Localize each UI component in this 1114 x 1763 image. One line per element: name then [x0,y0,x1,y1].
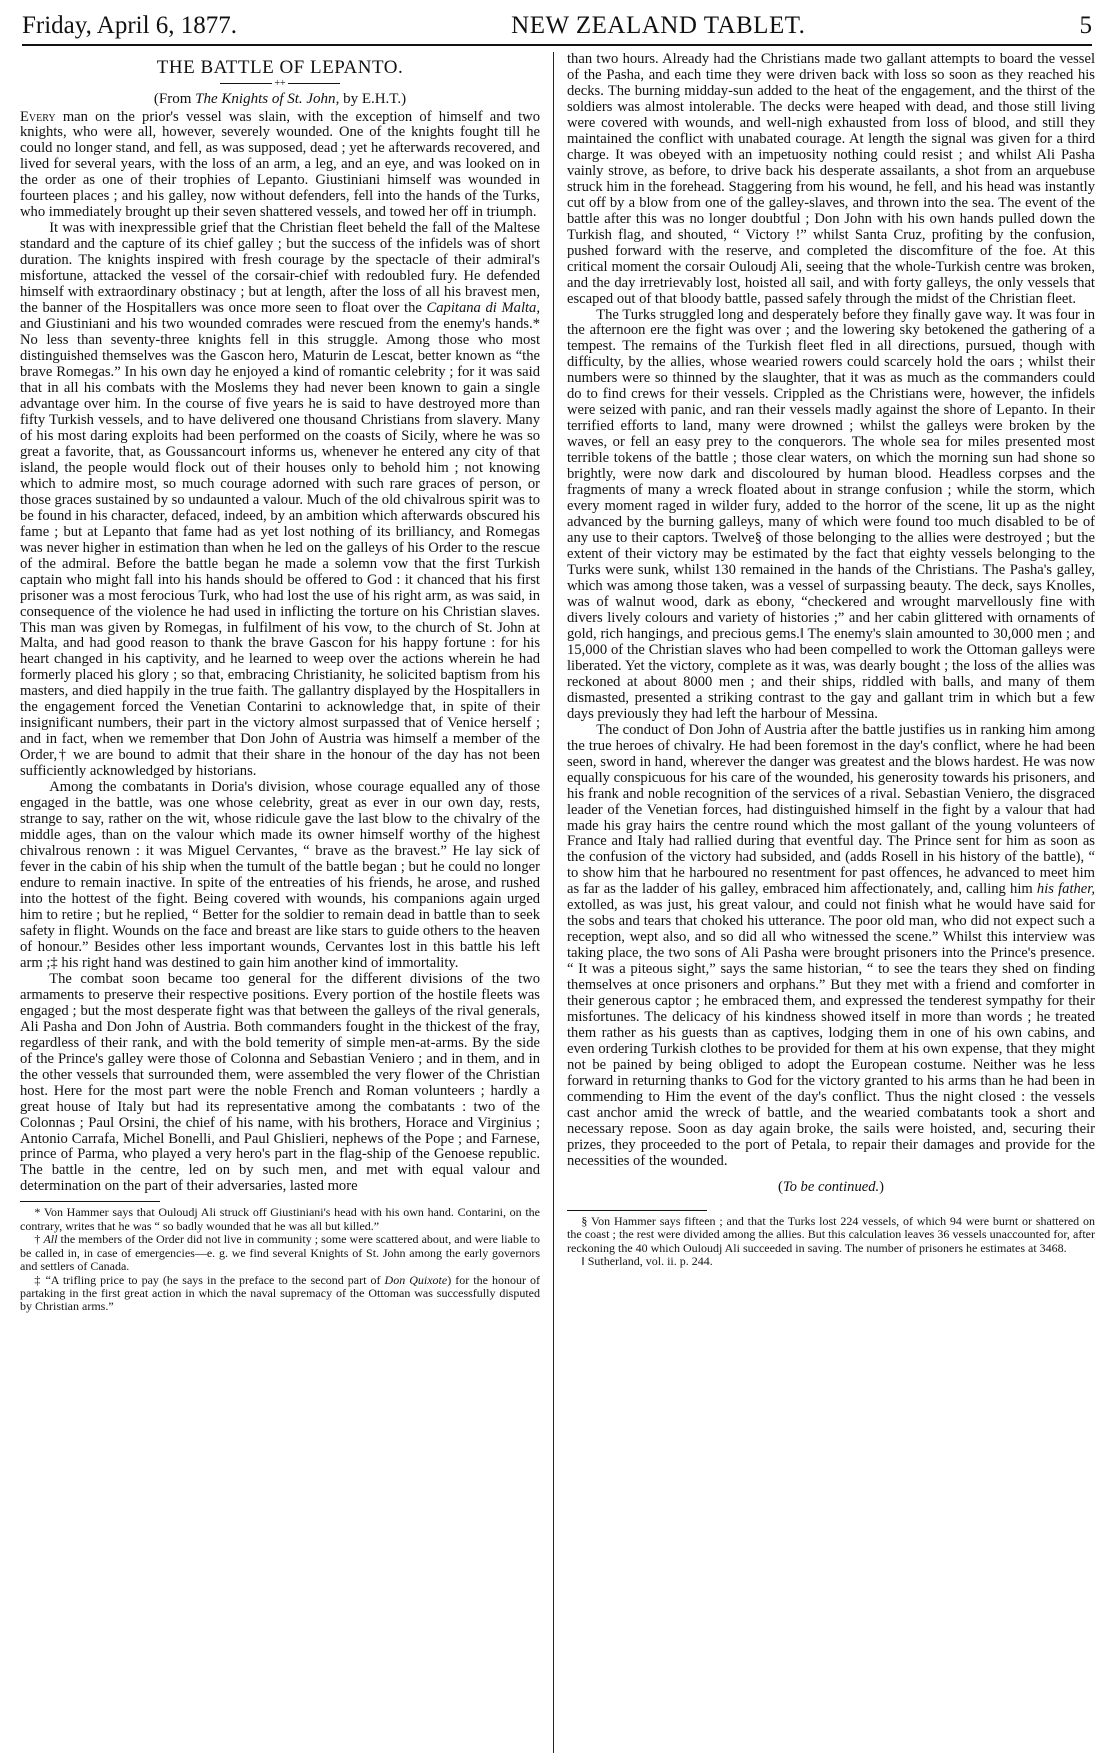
ship-name: Capitana di Malta, [426,300,540,317]
footnote: ‖ Sutherland, vol. ii. p. 244. [581,1254,713,1269]
paragraph: Every man on the prior's vessel was slain, with the exception of himself and two knights, who were all, however, severely wounded. One of the knights fought till he could no longer stand, and fell, as was supposed, dead ; yet he afterwards recovered, and lived for several years, with the loss of an arm, a leg, and an eye, and was looked on in the order as one of their trophies of Lepanto. Giustiniani himself was wounded in fourteen places ; and his galley, now without defenders, fell into the hands of the Turks, who immediately brought up their seven shattered vessels, and towed her off in triumph. [20,108,540,221]
source-title: The Knights of St. John [195,91,336,108]
paragraph: The combat soon became too general for the different divisions of the two armaments to preserve their respective positions. Every portion of the hostile fleets was engaged ; but the most desperate fight was that between the galleys of the rival generals, Ali Pasha and Don John of Austria. Both commanders fought in the thickest of the fray, regardless of their rank, and with the bold temerity of simple men-at-arms. By the side of the Prince's galley were those of Colonna and Sebastian Veniero ; and in them, and in the other vessels that surrounded them, were assembled the very flower of the Christian host. Here for the most part were the noble French and Roman volunteers ; hardly a great house of Italy but had its representative among the combatants : two of the Colonnas ; Paul Orsini, the chief of his name, with his brothers, Horace and Virginius ; Antonio Carrafa, Michel Bonelli, and Paul Ghislieri, nephews of the Pope ; and Farnese, prince of Parma, who played a very hero's part in the flag-ship of the Genoese republic. The battle in the centre, led on by such men, and met with equal valour and determination on the part of their adversaries, lasted more [20,970,540,1195]
article-title: THE BATTLE OF LEPANTO. [156,57,404,78]
paragraph: It was with inexpressible grief that the Christian fleet beheld the fall of the Maltese standard and the capture of its chief galley ; but the success of the infidels was of short duration. The knights inspired with fresh courage by the spectacle of their admiral's misfortune, attacked the vessel of the corsair-chief with redoubled fury. He defended himself with extraordinary obstinacy ; but at length, after the loss of all his bravest men, the banner of the Hospitallers was once more seen to float over the Capitana di Malta, and Giustiniani and his two wounded comrades were rescued from the enemy's hands.* No less than seventy-three knights fell in this struggle. Among those who most distinguished themselves was the Gascon hero, Maturin de Lescat, better known as “the brave Romegas.” In his own day he enjoyed a kind of romantic celebrity ; for it was said that in all his combats with the Moslems they had never been known to gain a single advantage over him. In the course of five years he is said to have destroyed more than fifty Turkish vessels, and to have delivered one thousand Christians from slavery. Many of his most daring exploits had been performed on the coasts of Sicily, where he was so great a favorite, that, as Goussancourt informs us, whenever he entered any city of that island, the people would flock out of their houses only to behold him ; not knowing which to admire most, so much courage adorned with such rare graces of person, or those graces sustained by so undaunted a valour. Much of the old chivalrous spirit was to be found in his character, defaced, indeed, by an ambition which afterwards obscured his fame ; but at Lepanto that fame had as yet lost nothing of its brilliancy, and Romegas was never higher in estimation than when he led on the galleys of his Order to the rescue of the admiral. Before the battle began he made a solemn vow that the first Turkish captain who might fall into his hands should be offered to God : it chanced that his first prisoner was a most ferocious Turk, who had lost the use of his right arm, as was said, in consequence of the violence he had used in inflicting the torture on his Christian slaves. This man was given by Romegas, in fulfilment of his vow, to the church of St. John at Malta, and had good reason to thank the brave Gascon for his happy fortune : for his heart changed in his captivity, and he learned to weep over the actions wherein he had formerly placed his glory ; so that, embracing Christianity, he solicited baptism from his masters, and died happily in the true faith. The gallantry displayed by the Hospitallers in the engagement forced the Venetian Contarini to acknowledge that, in spite of their insignificant numbers, their part in the victory almost surpassed that of Venice herself ; and in fact, when we remember that Don John of Austria was himself a member of the Order,† we are bound to admit that their share in the honour of the day has not been sufficiently acknowledged by historians. [20,220,540,780]
paragraph: than two hours. Already had the Christians made two gallant attempts to board the vessel of the Pasha, and each time they were driven back with loss so soon as they reached his decks. The burning midday-sun added to the heat of the engagement, and the thirst of the soldiers was almost intolerable. The decks were heaped with dead, and those still living were covered with wounds, and well-nigh exhausted from loss of blood, and still they maintained the conflict with unabated courage. At length the signal was given for a third charge. It was obeyed with an impetuosity nothing could resist ; and whilst Ali Pasha vainly strove, as before, to drive back his desperate assailants, a shot from an arquebuse struck him in the forehead. Staggering from his wound, he fell, and his head was instantly cut off by a blow from one of the galley-slaves, and thrown into the sea. The event of the battle after this was no longer doubtful ; Don John with his own hands pulled down the Turkish flag, and shouted, “ Victory !” whilst Santa Cruz, profiting by the confusion, pushed forward with the reserve, and completed the discomfiture of the foe. At this critical moment the corsair Ouloudj Ali, seeing that the whole-Turkish centre was broken, and the day irretrievably lost, hoisted all sail, and with forty galleys, the only vessels that escaped out of that bloody battle, passed safely through the midst of the Christian fleet. [567,52,1095,307]
column-rule [553,52,554,1753]
paragraph: The conduct of Don John of Austria after the battle justifies us in ranking him among the true heroes of chivalry. He had been foremost in the day's conflict, where he had been seen, sword in hand, wherever the danger was greatest and the blows hardest. He was now equally conspicuous for his care of the wounded, his generosity towards his prisoners, and his frank and noble recognition of the services of a rival. Sebastian Veniero, the disgraced leader of the Venetian forces, had distinguished himself in the fight by a valour that had made his gray hairs the centre round which the most gallant of the young volunteers of France and Italy had rallied during that eventful day. The Prince sent for him as soon as the confusion of the victory had subsided, and (adds Rosell in his history of the battle), “ to show him that he harboured no resentment for past offences, he advanced to meet him as far as the ladder of his galley, embraced him affectionately, and, calling him his father, extolled, as was just, his great valour, and could not finish what he would have said for the sobs and tears that choked his utterance. The poor old man, who did not expect such a reception, wept also, and so did all who witnessed the scene.” Whilst this interview was taking place, the two sons of Ali Pasha were brought prisoners into the Prince's presence. “ It was a piteous sight,” says the same historian, “ to see the tears they shed on finding themselves at once prisoners and orphans.” But they met with a friend and comforter in their generous captor ; he embraced them, and expressed the tenderest sympathy for their misfortunes. The delicacy of his kindness showed itself in more than words ; he treated them rather as his guests than as captives, lodging them in one of his own cabins, and even ordering Turkish clothes to be provided for them at his own expense, that they might not be pained by being obliged to adopt the European costume. Neither was he less forward in returning thanks to God for the victory granted to his arms than he had been in commending to Him the event of the day's conflict. Thus the night closed : the vessels cast anchor amid the wreck of battle, and the wearied combatants took a short and necessary repose. Soon as day again broke, the sails were hoisted, and, securing their prizes, they proceeded to the port of Petala, to repair their damages and provide for the necessities of the wounded. [567,721,1095,1169]
drop-word: Every [20,108,56,125]
paragraph: The Turks struggled long and desperately before they finally gave way. It was four in the afternoon ere the fight was over ; and the lowering sky betokened the gathering of a tempest. The remains of the Turkish fleet fled in all directions, pursued, though with difficulty, by the allies, whose wearied rowers could scarcely hold the oars ; whilst their numbers were so thinned by the slaughter, that it was as much as the commanders could do to find crews for their vessels. Crippled as the Christians were, however, the infidels were seized with panic, and ran their vessels madly against the shore of Lepanto. In their terrified efforts to land, many were drowned ; whilst the galleys were broken by the waves, or fell an easy prey to the conquerors. The whole sea for miles presented most terrible tokens of the battle ; those clear waters, on which the morning sun had shone so brightly, were now dark and discoloured by human blood. Headless corpses and the fragments of many a wreck floated about in strange confusion ; while the storm, which every moment raged in wilder fury, added to the horror of the scene, lit up as the night advanced by the burning galleys, many of which were found too much disabled to be of any use to their captors. Twelve§ of those belonging to the allies were destroyed ; but the extent of their victory may be estimated by the fact that eighty vessels belonging to the Turks were sunk, whilst 130 remained in the hands of the Christians. The Pasha's galley, which was among those taken, was a vessel of surpassing beauty. The deck, says Knolles, was of walnut wood, dark as ebony, “checkered and wrought marvellously fine with divers lively colours and variety of histories ;” and her cabin glittered with ornaments of gold, rich hangings, and precious gems.‖ The enemy's slain amounted to 30,000 men ; and 15,000 of the Christian slaves who had been compelled to work the Ottoman galleys were liberated. Yet the victory, complete as it was, was dearly bought ; the loss of the allies was reckoned at about 8000 men ; and their ships, riddled with balls, and many of them dismasted, presented a striking contrast to the gay and gallant trim in which but a few days previously they had left the harbour of Messina. [567,306,1095,722]
footnote: * Von Hammer says that Ouloudj Ali struck off Giustiniani's head with his own hand. Contarini, on the contrary, writes that he was “ so badly wounded that he was all but killed.” [20,1205,540,1233]
issue-date: Friday, April 6, 1877. [22,12,238,39]
footnote-separator [567,1210,707,1211]
footnote: § Von Hammer says fifteen ; and that the Turks lost 224 vessels, of which 94 were burnt or shattered on the coast ; the rest were divided among the allies. But this calculation leaves 36 vessels unaccounted for, after reckoning the 40 which Ouloudj Ali succeeded in saving. The number of prisoners he estimates at 3468. [567,1213,1095,1255]
continued-note: (To be continued.) [777,1178,885,1195]
column-left [20,52,540,1755]
footnote: † All the members of the Order did not live in community ; some were scattered about, and were liable to be called in, in case of emergencies—e. g. we find several Knights of St. John among the early governors and settlers of Canada. [20,1232,540,1274]
paragraph: Among the combatants in Doria's division, whose courage equalled any of those engaged in the battle, was one whose celebrity, great as ever in our own day, rests, strange to say, rather on the wit, whose ridicule gave the last blow to the chivalry of the middle ages, than on the valour which made its owner himself worthy of the highest chivalrous renown : it was Miguel Cervantes, “ brave as the bravest.” He lay sick of fever in the cabin of his ship when the tumult of the battle began ; but he could no longer endure to remain inactive. In spite of the entreaties of his friends, he arose, and rushed into the hottest of the fight. Being covered with wounds, his companions again urged him to retire ; but he replied, “ Better for the soldier to remain dead in battle than to seek safety in flight. Wounds on the face and breast are like stars to guide others to the heaven of honour.” Besides other less important wounds, Cervantes lost in this battle his left arm ;‡ his right hand was destined to gain him another kind of immortality. [20,779,540,971]
title-ornament: ++ [20,79,540,89]
footnote-separator [20,1201,160,1202]
page-number: 5 [1079,12,1092,39]
column-right [567,52,1095,1755]
masthead [22,8,1092,46]
footnote: ‡ “A trifling price to pay (he says in the preface to the second part of Don Quixote) for the honour of partaking in the first great action in which the naval supremacy of the Ottoman was successfully disputed by Christian arms.” [20,1272,540,1314]
article-byline: (From The Knights of St. John, by E.H.T.) [153,91,407,108]
emphasis: his father, [1036,881,1095,898]
newspaper-name: NEW ZEALAND TABLET. [511,12,806,39]
